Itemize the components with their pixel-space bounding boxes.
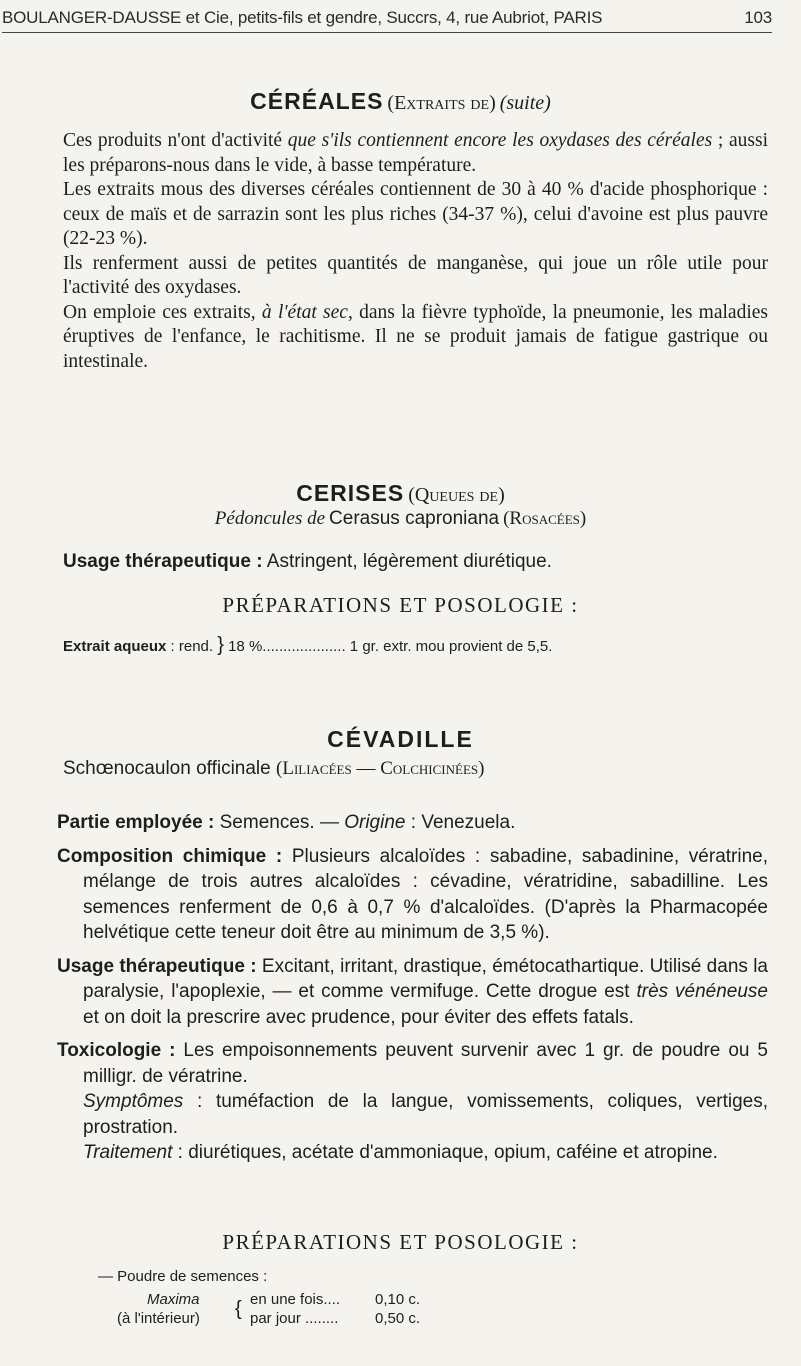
traitement-label: Traitement [83, 1142, 173, 1163]
cereales-heading [0, 88, 801, 115]
jour-value: 0,50 c. [375, 1310, 421, 1327]
composition-label: Composition chimique : [57, 845, 283, 867]
cereales-paragraph-2: Les extraits mous des diverses céréales contiennent de 30 à 40 % d'acide phosphorique : ceux de maïs et de sarrazin sont les plus riches (34-37 %), celui d'avoine est plus pauvre (22-23 %). [63, 179, 768, 249]
italic-text: à l'état sec [261, 301, 348, 323]
text: 1 gr. extr. mou provient de 5,5. [345, 638, 553, 655]
leader-dots: .................... [262, 638, 346, 655]
toxicologie-label: Toxicologie : [57, 1040, 176, 1061]
text: : Venezuela. [405, 812, 516, 833]
cevadille-usage [57, 954, 768, 1031]
traitement [57, 1140, 768, 1166]
symptomes [57, 1089, 768, 1140]
cevadille-subheading [63, 756, 768, 782]
cerises-heading [0, 480, 801, 507]
dosage-table [117, 1291, 457, 1337]
page-number: 103 [744, 8, 772, 27]
italic-text: très vénéneuse [636, 981, 768, 1002]
interieur-label: (à l'intérieur) [117, 1310, 200, 1327]
cerises-title-suffix: (Queues de) [408, 484, 505, 506]
text: 18 % [223, 638, 263, 655]
text: ; aussi les préparons-nous dans le vide, à basse température. [63, 130, 768, 176]
cerises-title: CERISES [296, 480, 405, 506]
cevadille-plant-name: Schœnocaulon officinale [63, 758, 271, 779]
text: Excitant, irritant, drastique, émétocathartique. Utilisé dans la paralysie, l'apoplexie, — et comme vermifuge. Cette drogue est [83, 955, 768, 1002]
text: Plusieurs alcaloïdes : sabadine, sabadinine, vératrine, mélange de trois autres alcaloïdes : cévadine, vératridine, sabadilline. Les semences renferment de 0,6 à 0,7 % d'alcaloïdes. (D'après la Pharmacopée helvétique cette teneur doit être au minimum de 3,5 %). [83, 845, 768, 943]
partie-employee [57, 810, 768, 836]
cereales-paragraph-1 [63, 129, 768, 178]
jour-label: par jour ........ [250, 1310, 339, 1327]
fois-value: 0,10 c. [375, 1291, 421, 1308]
origine-label: Origine [344, 812, 406, 833]
partie-label: Partie employée : [57, 812, 215, 833]
publisher-line: BOULANGER-DAUSSE et Cie, petits-fils et gendre, Succrs, 4, rue Aubriot, PARIS [2, 8, 603, 27]
text: On emploie ces extraits, [63, 301, 262, 323]
poudre-label: — Poudre de semences : [98, 1268, 268, 1285]
brace: } [217, 634, 224, 656]
cereales-paragraph-4 [63, 301, 768, 375]
cereales-paragraph-3: Ils renferment aussi de petites quantités de manganèse, qui joue un rôle utile pour l'activité des oxydases. [63, 252, 768, 298]
maxima-label: Maxima [147, 1291, 200, 1308]
text: : diurétiques, acétate d'ammoniaque, opium, caféine et atropine. [172, 1142, 718, 1163]
cereales-body [63, 129, 768, 374]
dosage-brace: { [235, 1298, 242, 1320]
cereales-title: CÉRÉALES [250, 88, 384, 114]
cerises-subtitle-italic: Pédoncules de [214, 508, 326, 529]
text: Ces produits n'ont d'activité [63, 130, 288, 151]
text: Semences. — [214, 812, 345, 833]
cerises-preparation-line [63, 634, 768, 657]
text: : tuméfaction de la langue, vomissements, coliques, vertiges, prostration. [83, 1091, 768, 1138]
cerises-family: (Rosacées) [503, 508, 587, 529]
cerises-prep-label: Extrait aqueux [63, 638, 167, 655]
symptomes-label: Symptômes [83, 1091, 184, 1112]
cereales-title-suffix: (Extraits de) [387, 92, 496, 114]
cereales-title-suite: (suite) [499, 92, 551, 114]
cevadille-title: CÉVADILLE [327, 726, 474, 752]
usage-label: Usage thérapeutique : [57, 955, 257, 977]
running-head [2, 8, 772, 28]
text: , dans la fièvre typhoïde, la pneumonie, les maladies éruptives de l'enfance, le rachitisme. Il ne se produit jamais de fatigue gastrique ou intestinale. [63, 301, 768, 372]
cerises-usage-label: Usage thérapeutique : [63, 551, 263, 572]
cevadille-heading [0, 726, 801, 753]
cevadille-preparations-title: PRÉPARATIONS ET POSOLOGIE : [222, 1230, 579, 1254]
cerises-usage-text: Astringent, légèrement diurétique. [262, 551, 552, 572]
text: : rend. [166, 638, 218, 655]
fois-label: en une fois.... [250, 1291, 341, 1308]
text: Les empoisonnements peuvent survenir avec 1 gr. de poudre ou 5 milligr. de vératrine. [83, 1040, 768, 1087]
header-rule [2, 32, 772, 33]
composition-chimique [57, 844, 768, 946]
cerises-plant-name: Cerasus caproniana [329, 508, 500, 529]
cerises-subheading [0, 508, 801, 530]
italic-text: que s'ils contiennent encore les oxydases des céréales [287, 130, 713, 151]
cerises-preparations-title: PRÉPARATIONS ET POSOLOGIE : [222, 593, 579, 617]
toxicologie [57, 1038, 768, 1089]
cevadille-body [57, 810, 768, 1166]
text: et on doit la prescrire avec prudence, pour éviter des effets fatals. [83, 1006, 634, 1028]
cevadille-family: (Liliacées — Colchicinées) [276, 758, 485, 779]
cerises-usage [63, 549, 768, 575]
